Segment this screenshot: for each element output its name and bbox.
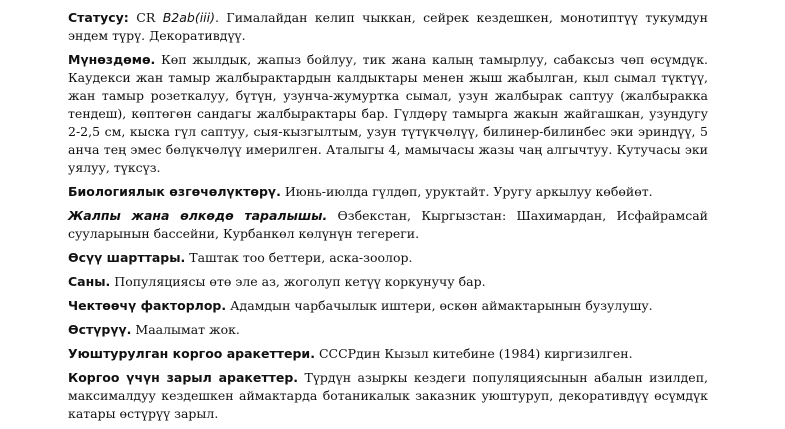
measures-needed-paragraph: [68, 369, 708, 423]
biology-paragraph: [68, 183, 708, 201]
measures-needed-text: Түрдүн азыркы кездеги популяциясынын абалын изилдеп, максималдуу кездешкен аймактарда ботаникалык заказник уюштуруп, декоративдүү өсүмдүк катары өстүрүү зарыл.: [68, 370, 708, 421]
cultivation-text: Маалымат жок.: [135, 322, 240, 337]
count-label: Саны.: [68, 274, 111, 289]
morphology-paragraph: [68, 51, 708, 177]
count-paragraph: [68, 273, 708, 291]
cultivation-label: Өстүрүү.: [68, 322, 132, 337]
measures-taken-label: Уюштурулган коргоо аракеттери.: [68, 346, 315, 361]
morphology-label: Мүнөздөмө.: [68, 52, 156, 67]
biology-label: Биологиялык өзгөчөлүктөрү.: [68, 184, 281, 199]
limiting-label: Чектөөчү факторлор.: [68, 298, 227, 313]
morphology-text: Көп жылдык, жапыз бойлуу, тик жана калың тамырлуу, сабаксыз чөп өсүмдүк. Каудекси жан тамыр жалбырактардын калдыктары менен жыш жабылган, кыл сымал түктүү, жан тамыр розеткалуу, бүтүн, узунча-жумуртка сымал, узун жалбырак саптуу (жалбыракка тендеш), көптөгөн сандагы жалбырактары бар. Гүлдөрү тамырга жакын жайгашкан, узундугу 2-2,5 см, кыска гүл саптуу, сыя-кызгылтым, узун түтүкчөлүү, билинер-билинбес эки эриндүү, 5 анча тең эмес бөлүкчөлүү имерилген. Аталыгы 4, мамычасы жазы чаң алгычтуу. Кутучасы эки уялуу, түксүз.: [68, 52, 708, 175]
growing-paragraph: [68, 249, 708, 267]
status-label: Статусу:: [68, 10, 129, 25]
status-paragraph: [68, 9, 708, 45]
measures-taken-text: СССРдин Кызыл китебине (1984) киргизилген.: [318, 346, 633, 361]
count-text: Популяциясы өтө эле аз, жоголуп кетүү коркунучу бар.: [114, 274, 486, 289]
limiting-text: Адамдын чарбачылык иштери, өскөн аймактарынын бузулушу.: [230, 298, 653, 313]
limiting-paragraph: [68, 297, 708, 315]
status-code: B2ab(iii): [162, 10, 215, 25]
distribution-label: Жалпы жана өлкөдө таралышы.: [68, 208, 328, 223]
distribution-text: Өзбекстан, Кыргызстан: Шахимардан, Исфайрамсай сууларынын бассейни, Курбанкөл көлүнүн тегереги.: [68, 208, 708, 241]
measures-taken-paragraph: [68, 345, 708, 363]
status-cr: CR: [136, 10, 156, 25]
document-body: [68, 9, 708, 429]
biology-text: Июнь-июлда гүлдөп, уруктайт. Уругу аркылуу көбөйөт.: [284, 184, 653, 199]
distribution-paragraph: [68, 207, 708, 243]
growing-label: Өсүү шарттары.: [68, 250, 186, 265]
status-text: . Гималайдан келип чыккан, сейрек кездешкен, монотиптүү тукумдун эндем түрү. Декоративдүү.: [68, 10, 708, 43]
cultivation-paragraph: [68, 321, 708, 339]
growing-text: Таштак тоо беттери, аска-зоолор.: [189, 250, 413, 265]
measures-needed-label: Коргоо үчүн зарыл аракеттер.: [68, 370, 299, 385]
